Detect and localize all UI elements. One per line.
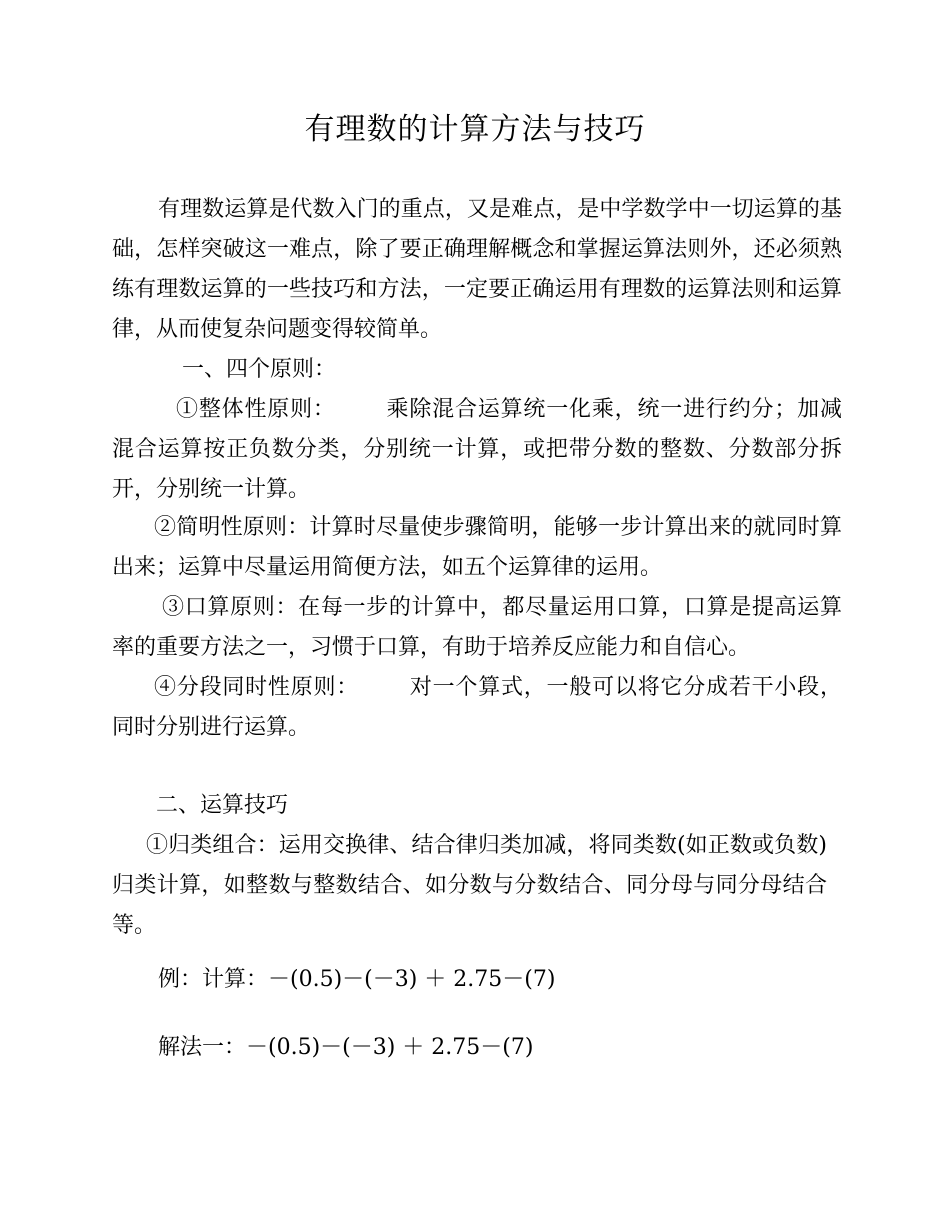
principle-1-label: ①整体性原则： bbox=[176, 397, 336, 422]
principle-4-text: 对一个算式，一般可以将它分成若干小段，同时分别进行运算。 bbox=[112, 675, 842, 740]
technique-1-paragraph: ①归类组合：运用交换律、结合律归类加减，将同类数(如正数或负数)归类计算，如整数与整数结合、如分数与分数结合、同分母与同分母结合等。 bbox=[112, 833, 827, 938]
solution-line: 解法一：－(0.5)－(－3) ＋ 2.75－(7) bbox=[158, 1035, 534, 1060]
principle-4-label: ④分段同时性原则： bbox=[154, 675, 360, 700]
principle-1-paragraph bbox=[112, 390, 842, 510]
example-line: 例：计算：－(0.5)－(－3) ＋ 2.75－(7) bbox=[158, 967, 556, 992]
section-heading-techniques: 二、运算技巧 bbox=[156, 793, 289, 818]
principle-1-text: 乘除混合运算统一化乘，统一进行约分；加减混合运算按正负数分类，分别统一计算，或把带分数的整数、分数部分拆开，分别统一计算。 bbox=[112, 397, 842, 502]
principle-4-paragraph bbox=[112, 668, 842, 748]
principle-3-paragraph: ③口算原则：在每一步的计算中，都尽量运用口算，口算是提高运算率的重要方法之一，习惯于口算，有助于培养反应能力和自信心。 bbox=[112, 595, 842, 660]
document-title: 有理数的计算方法与技巧 bbox=[304, 112, 646, 147]
intro-paragraph: 有理数运算是代数入门的重点，又是难点，是中学数学中一切运算的基础，怎样突破这一难点，除了要正确理解概念和掌握运算法则外，还必须熟练有理数运算的一些技巧和方法，一定要正确运用有理数的运算法则和运算律，从而使复杂问题变得较简单。 bbox=[112, 197, 842, 342]
principle-2-paragraph: ②简明性原则：计算时尽量使步骤简明，能够一步计算出来的就同时算出来；运算中尽量运用简便方法，如五个运算律的运用。 bbox=[112, 515, 842, 580]
section-heading-principles: 一、四个原则： bbox=[182, 357, 337, 382]
